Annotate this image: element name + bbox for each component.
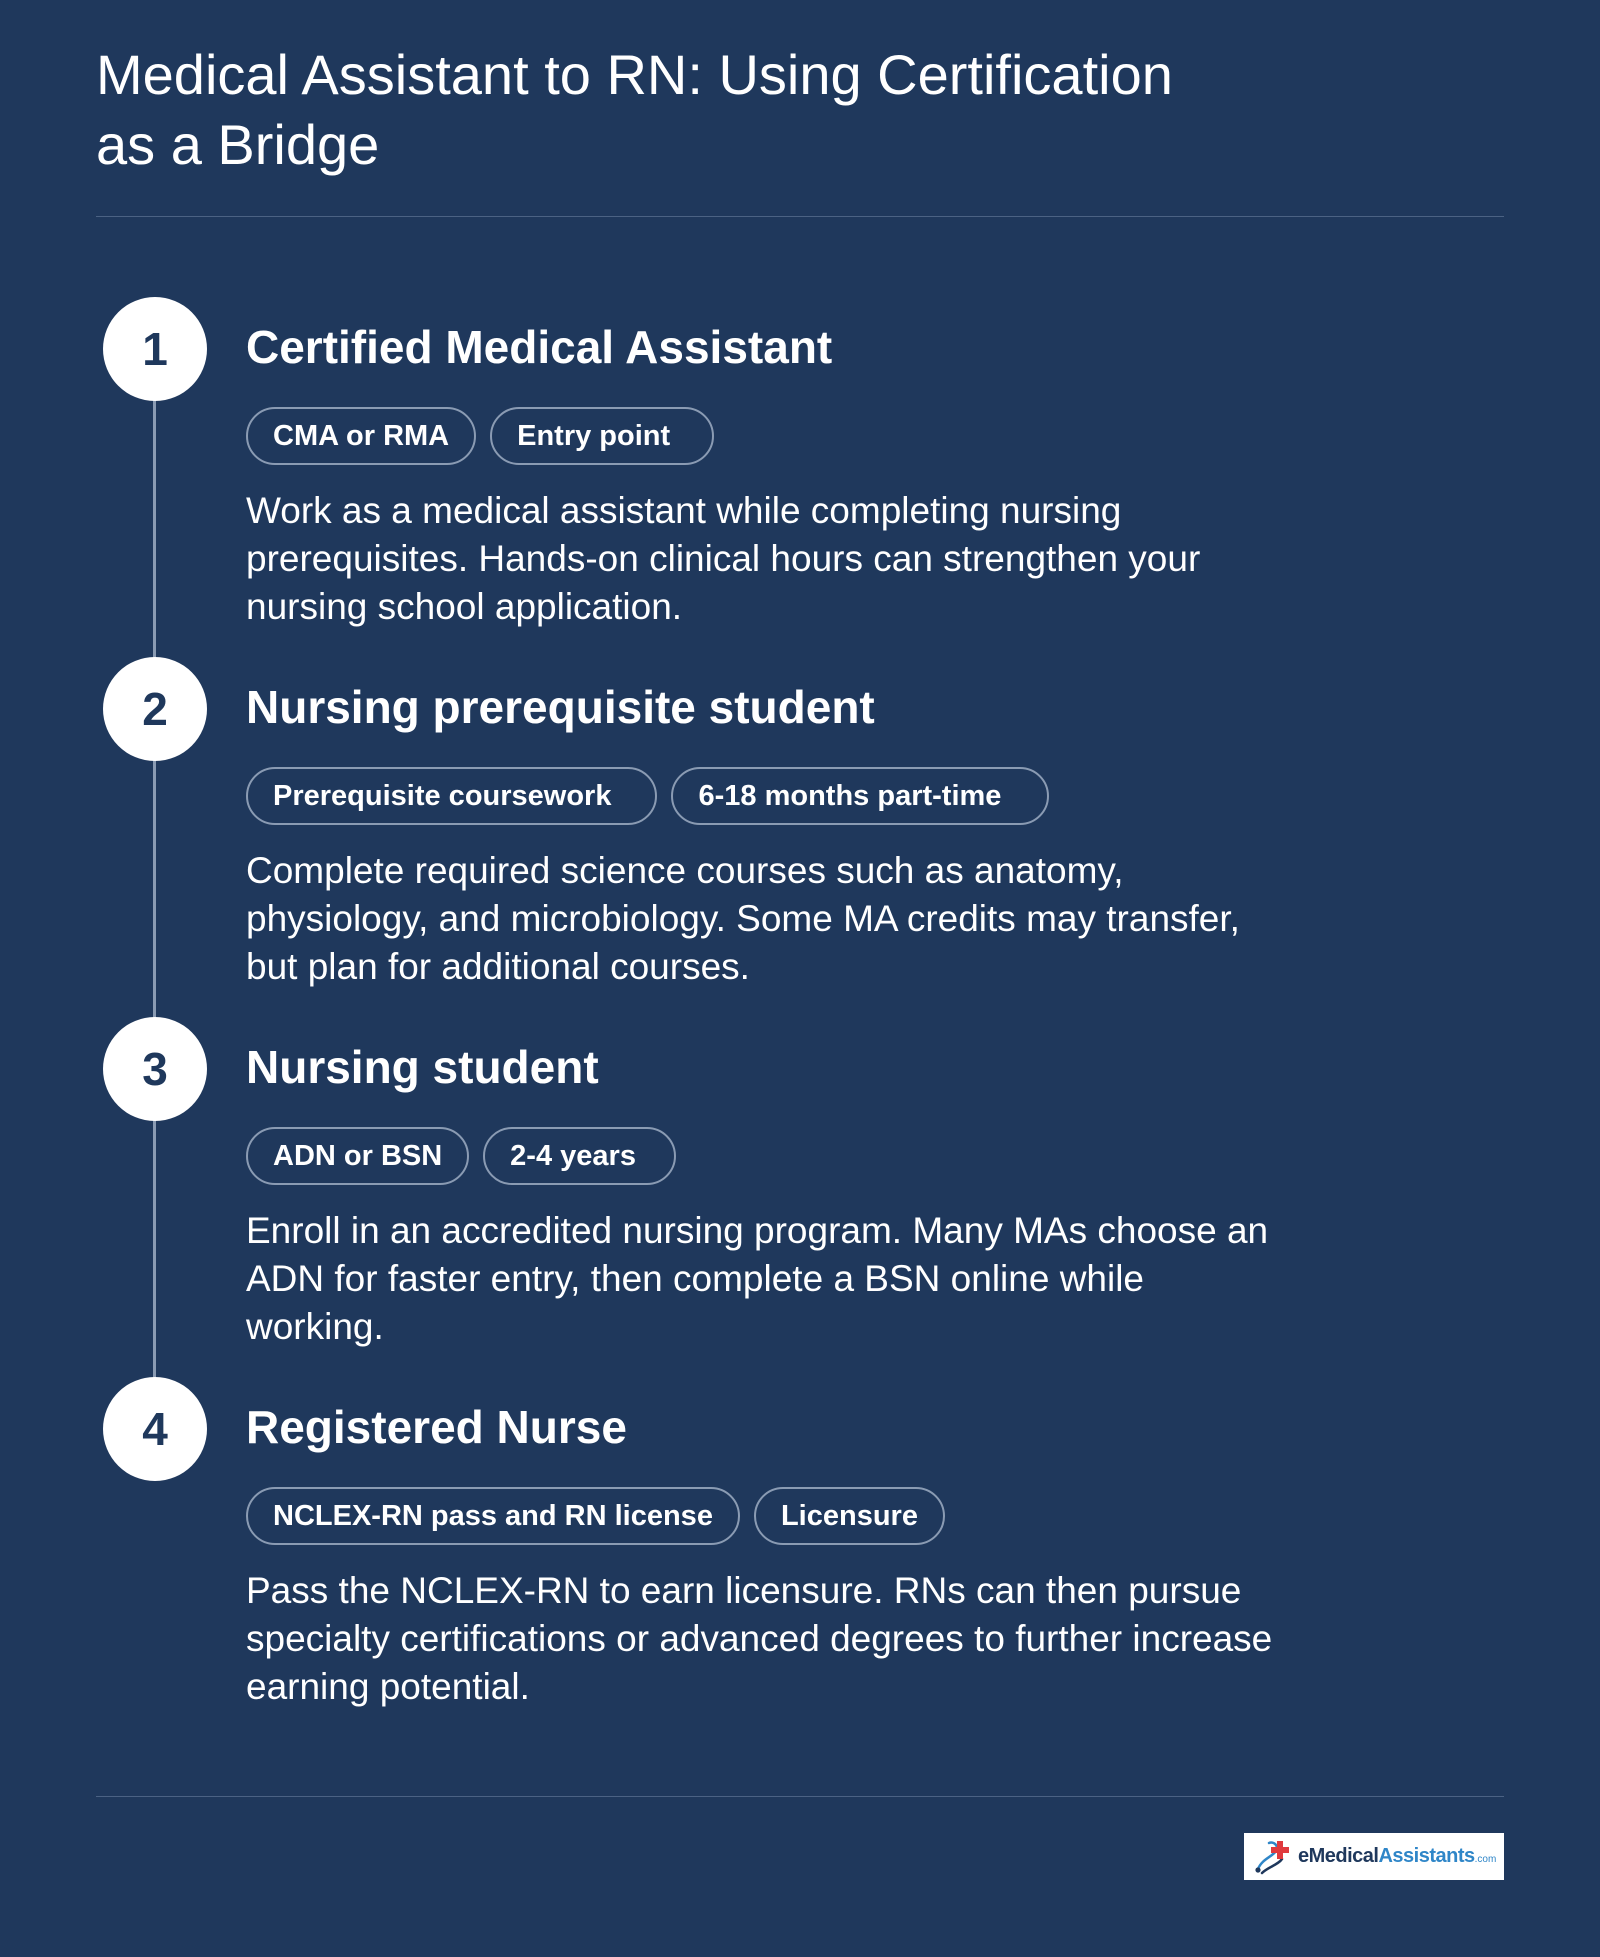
step-title: Registered Nurse — [246, 1401, 627, 1453]
step-number-circle: 2 — [103, 657, 207, 761]
step-tag: 2-4 years — [483, 1127, 676, 1185]
top-divider — [96, 216, 1504, 217]
step-tags — [246, 407, 714, 465]
step-tag: Prerequisite coursework — [246, 767, 657, 825]
step-description: Enroll in an accredited nursing program. Many MAs choose an ADN for faster entry, then complete a BSN online while working. — [246, 1210, 1269, 1347]
step-number-circle: 4 — [103, 1377, 207, 1481]
step-tags — [246, 1127, 676, 1185]
step-description: Pass the NCLEX-RN to earn licensure. RNs can then pursue specialty certifications or advanced degrees to further increase earning potential. — [246, 1570, 1273, 1707]
step-tag: NCLEX-RN pass and RN license — [246, 1487, 740, 1545]
step-title: Nursing prerequisite student — [246, 681, 875, 733]
step-tag: ADN or BSN — [246, 1127, 469, 1185]
timeline-connector — [153, 350, 156, 1430]
bottom-divider — [96, 1796, 1504, 1797]
logo-wordmark: eMedicalAssistants.com — [1298, 1845, 1497, 1867]
emedicalassistants-logo — [1244, 1833, 1504, 1880]
step-description: Work as a medical assistant while completing nursing prerequisites. Hands-on clinical hours can strengthen your nursing school application. — [246, 490, 1201, 627]
step-tag: Entry point — [490, 407, 714, 465]
caduceus-plus-icon — [1252, 1837, 1296, 1877]
step-tag: CMA or RMA — [246, 407, 476, 465]
step-title: Nursing student — [246, 1041, 599, 1093]
step-description: Complete required science courses such as anatomy, physiology, and microbiology. Some MA credits may transfer, but plan for additional courses. — [246, 850, 1240, 987]
step-number-circle: 3 — [103, 1017, 207, 1121]
step-tags — [246, 1487, 945, 1545]
step-tag: Licensure — [754, 1487, 945, 1545]
page-title: Medical Assistant to RN: Using Certification as a Bridge — [96, 43, 1173, 176]
step-title: Certified Medical Assistant — [246, 321, 833, 373]
step-tags — [246, 767, 1049, 825]
step-tag: 6-18 months part-time — [671, 767, 1049, 825]
step-number-circle: 1 — [103, 297, 207, 401]
